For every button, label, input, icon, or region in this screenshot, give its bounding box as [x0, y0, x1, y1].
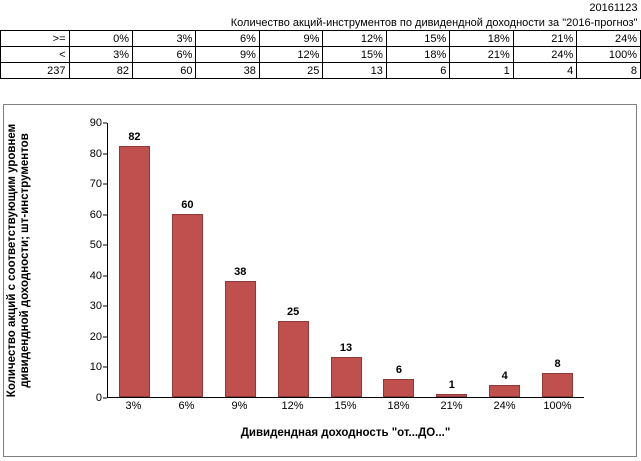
bar-value-label: 4 [501, 369, 508, 382]
table-cell[interactable]: 18% [450, 31, 513, 47]
table-cell[interactable]: 60 [132, 63, 195, 79]
x-tick-label: 15% [334, 400, 357, 412]
table-row [1, 47, 641, 63]
empty-cell [1, 0, 70, 15]
bar-series [108, 123, 584, 397]
table-cell[interactable]: 0% [69, 31, 132, 47]
bar-value-label: 1 [448, 378, 455, 391]
table-cell[interactable]: 12% [259, 47, 322, 63]
bar-slot [320, 123, 373, 397]
bar[interactable] [172, 214, 203, 397]
table-cell[interactable]: 6 [386, 63, 449, 79]
table-cell[interactable]: 38 [196, 63, 259, 79]
empty-cell [1, 15, 70, 31]
y-axis-title: Количество акций с соответствующим уровнем дивидендной доходности; шт-инструментов [6, 123, 31, 398]
table-cell[interactable]: 82 [69, 63, 132, 79]
table-cell[interactable]: 3% [132, 31, 195, 47]
table-cell[interactable]: 4 [513, 63, 576, 79]
table-cell[interactable]: 21% [450, 47, 513, 63]
table-cell[interactable]: 6% [132, 47, 195, 63]
table-title: Количество акций-инструментов по дивидендной доходности за "2016-прогноз" [230, 16, 638, 29]
bar[interactable] [331, 357, 362, 397]
x-tick-label: 6% [178, 400, 195, 412]
bar[interactable] [383, 379, 414, 397]
x-tick-label: 18% [387, 400, 410, 412]
data-table-region [0, 0, 641, 79]
y-tick-label: 40 [89, 269, 102, 282]
x-tick-label: 9% [231, 400, 248, 412]
data-table [0, 0, 641, 79]
x-tick-label: 12% [281, 400, 304, 412]
y-tick-label: 0 [95, 392, 102, 404]
table-cell[interactable]: 8 [577, 63, 641, 79]
y-tick-label: 10 [89, 361, 102, 374]
bar-slot [214, 123, 267, 397]
y-tick-label: 80 [89, 147, 102, 160]
table-row-title [1, 15, 641, 31]
table-cell[interactable]: 100% [577, 47, 641, 63]
table-cell[interactable]: 15% [323, 47, 386, 63]
bar[interactable] [489, 385, 520, 397]
x-tick-label: 24% [493, 400, 516, 412]
y-tick-label: 60 [89, 208, 102, 221]
y-tick-label: 30 [89, 300, 102, 313]
table-cell[interactable]: 9% [259, 31, 322, 47]
y-tick-label: 70 [89, 178, 102, 191]
bar-slot [161, 123, 214, 397]
bar-value-label: 8 [554, 357, 561, 370]
y-tick-label: 50 [89, 239, 102, 252]
y-axis [4, 117, 107, 404]
table-cell[interactable]: 9% [196, 47, 259, 63]
bar-slot [267, 123, 320, 397]
bar[interactable] [225, 281, 256, 397]
table-cell[interactable]: 25 [259, 63, 322, 79]
x-tick-label: 100% [543, 400, 572, 412]
row-total-count[interactable]: 237 [1, 63, 70, 79]
row-label-gte: >= [1, 31, 70, 47]
table-cell[interactable]: 13 [323, 63, 386, 79]
bar[interactable] [542, 373, 573, 397]
x-tick-label: 3% [125, 400, 142, 412]
table-cell[interactable]: 15% [386, 31, 449, 47]
table-cell[interactable]: 3% [69, 47, 132, 63]
bar-value-label: 25 [286, 305, 300, 318]
table-row-code [1, 0, 641, 15]
bar-slot [108, 123, 161, 397]
code-cell[interactable]: 20161123 [589, 1, 638, 14]
table-cell[interactable]: 21% [513, 31, 576, 47]
x-tick-label: 21% [440, 400, 463, 412]
table-row [1, 63, 641, 79]
table-cell[interactable]: 24% [577, 31, 641, 47]
bar[interactable] [119, 146, 150, 397]
bar-slot [425, 123, 478, 397]
table-row [1, 31, 641, 47]
table-cell[interactable]: 18% [386, 47, 449, 63]
bar-value-label: 6 [395, 363, 402, 376]
bar-slot [478, 123, 531, 397]
y-tick-label: 20 [89, 330, 102, 343]
x-axis-labels [107, 400, 584, 412]
table-cell[interactable]: 12% [323, 31, 386, 47]
bar[interactable] [436, 394, 467, 397]
table-cell[interactable]: 6% [196, 31, 259, 47]
bar-value-label: 13 [339, 342, 353, 355]
bar-value-label: 60 [181, 198, 194, 211]
y-tick-label: 90 [89, 117, 102, 129]
table-cell[interactable]: 24% [513, 47, 576, 63]
table-cell[interactable]: 1 [450, 63, 513, 79]
row-label-lt: < [1, 47, 70, 63]
x-axis-title: Дивидендная доходность "от...ДО..." [240, 427, 451, 439]
bar-value-label: 82 [128, 131, 141, 144]
bar[interactable] [278, 321, 309, 397]
plot-area [107, 123, 584, 398]
bar-slot [372, 123, 425, 397]
bar-value-label: 38 [234, 265, 247, 278]
bar-chart[interactable] [3, 104, 637, 457]
bar-slot [531, 123, 584, 397]
